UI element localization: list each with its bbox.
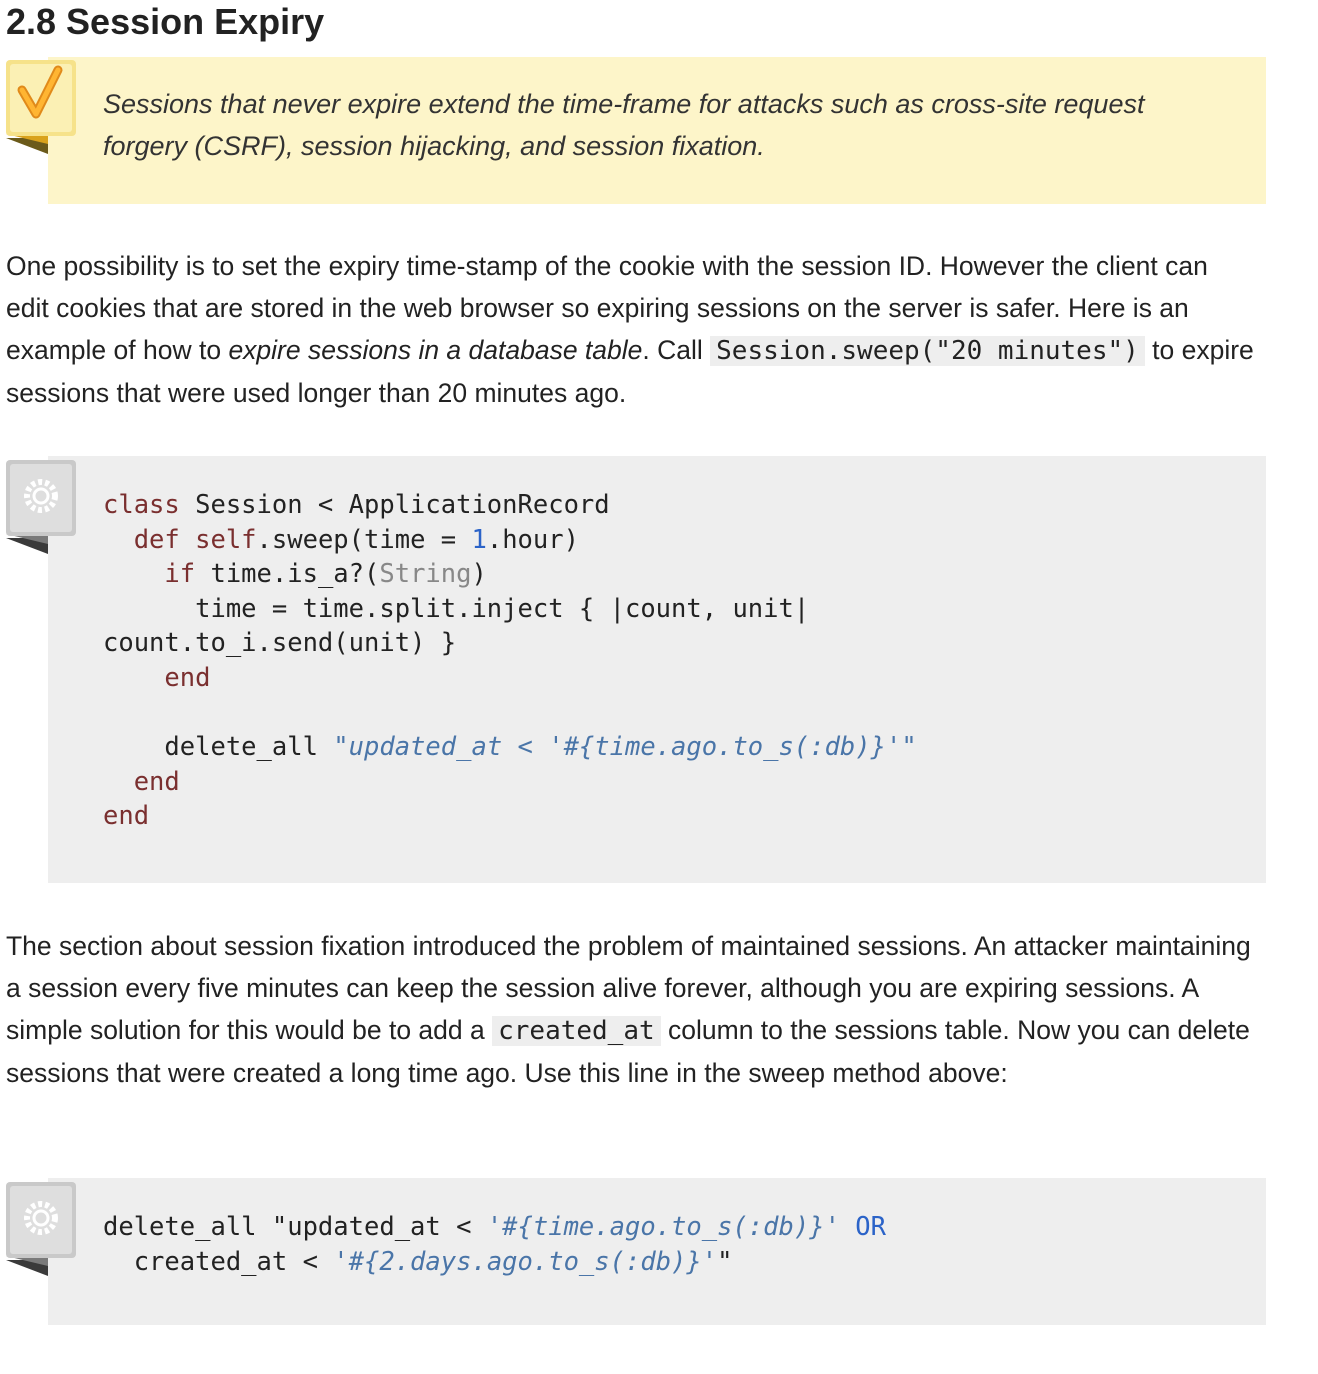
code-line: end [103,766,180,797]
code-text: .hour) [486,524,579,555]
code-text: ) [471,559,487,590]
code-line: end [103,801,150,832]
code-text: delete_all "updated_at < [103,1212,487,1242]
constant: String [379,559,472,590]
code-listing [103,488,917,834]
code-text: time.is_a?( [195,559,380,590]
code-line [103,525,579,555]
paragraph-text: to expire sessions that were used longer than 20 minutes ago. [6,335,1254,408]
note-text: Sessions that never expire extend the time-frame for attacks such as cross-site request forgery (CSRF), session hijacking, and session fixation. [103,89,1145,161]
keyword: class [103,490,180,520]
string-literal: '#{time.ago.to_s(:db)}' [486,1212,840,1242]
code-line [103,559,487,589]
paragraph-text: One possibility is to set the expiry time-stamp of the cookie with the session ID. However the client can edit cookies that are stored in the web browser so expiring sessions on the server is safer. Here is an example of how to [6,251,1208,365]
code-text: delete_all [103,732,334,763]
inline-code-sweep: Session.sweep("20 minutes") [710,336,1145,366]
paragraph-text: . Call [642,335,711,365]
string-literal: '#{2.days.ago.to_s(:db)}' [333,1246,718,1277]
code-line: time = time.split.inject { |count, unit| [103,593,810,624]
number-literal: 1 [471,524,487,555]
checkmark-note-icon [6,60,78,154]
code-text [180,525,195,555]
code-listing [103,1210,886,1279]
code-line: end [103,662,211,693]
code-text: " [717,1246,733,1277]
code-line: count.to_i.send(unit) } [103,628,457,659]
code-text: OR [839,1212,886,1242]
paragraph-session-expiry [6,245,1256,414]
gear-icon [6,1182,78,1276]
keyword: self [195,524,257,555]
emphasized-text: expire sessions in a database table [228,335,643,365]
code-line [103,490,610,520]
keyword: def [103,524,180,555]
code-line [103,1247,732,1277]
code-line [103,732,917,762]
keyword: if [103,559,196,590]
inline-code-created-at: created_at [492,1016,661,1046]
gear-icon [6,460,78,554]
code-text: Session < ApplicationRecord [179,490,610,520]
paragraph-text: column to the sessions table. Now you can delete sessions that were created a long time ago. Use this line in the sweep method above: [6,1015,1250,1088]
string-literal: "updated_at < '#{time.ago.to_s(:db)}'" [333,732,917,763]
section-heading: 2.8 Session Expiry [6,1,325,42]
code-text: created_at < [103,1246,334,1277]
paragraph-session-fixation [6,925,1256,1094]
paragraph-text: The section about session fixation introduced the problem of maintained sessions. An attacker maintaining a session every five minutes can keep the session alive forever, although you are expiring sessions. A simple solution for this would be to add a [6,931,1251,1045]
code-text: .sweep(time = [256,524,472,555]
code-line [103,1212,886,1242]
